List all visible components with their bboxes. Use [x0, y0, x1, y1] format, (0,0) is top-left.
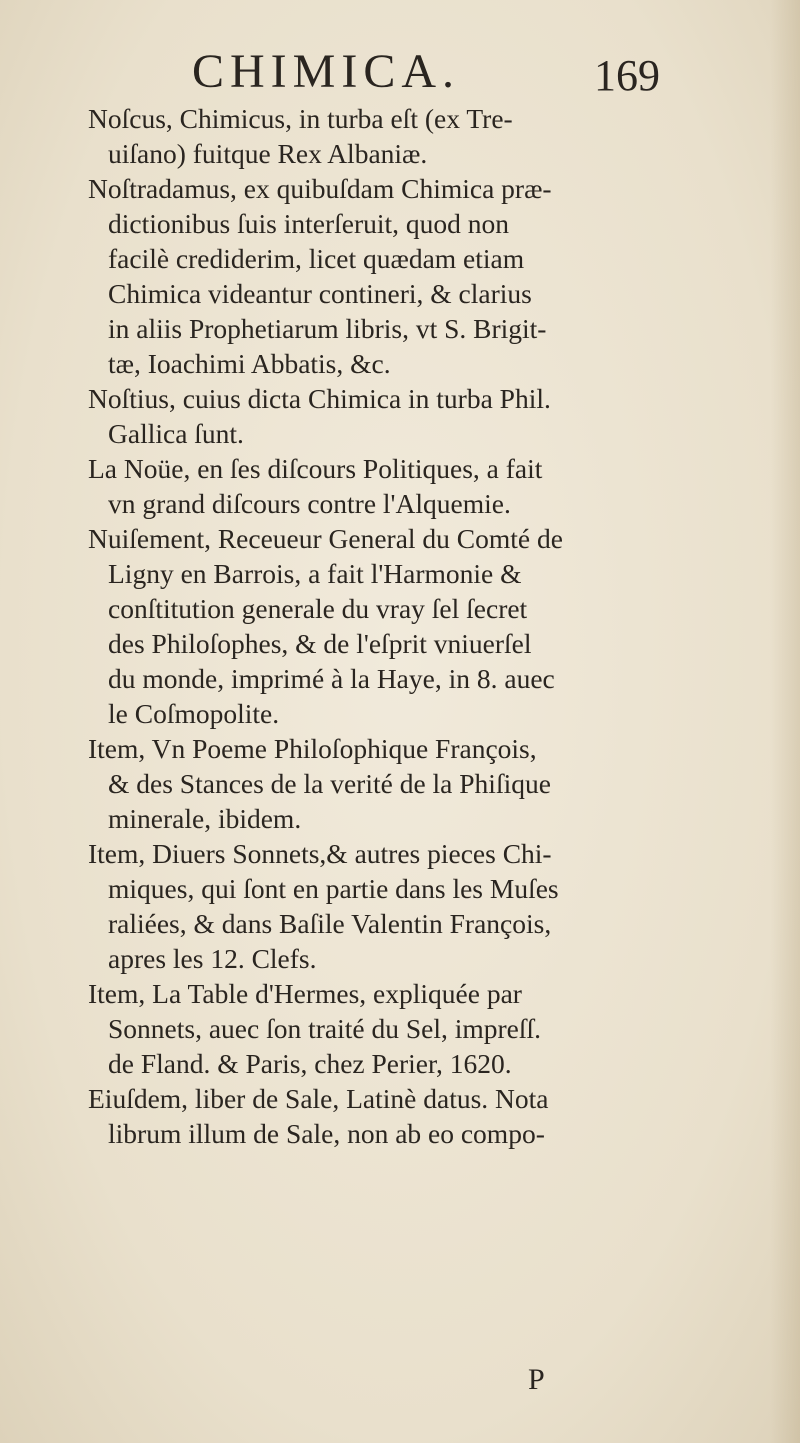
entry-line: dictionibus ſuis interſeruit, quod non: [108, 208, 510, 239]
entry-la-noue: [88, 451, 688, 521]
entry-line: uiſano) fuitque Rex Albaniæ.: [108, 138, 428, 169]
entry-nostius: [88, 381, 688, 451]
entry-line: Sonnets, auec ſon traité du Sel, impreſſ.: [108, 1013, 542, 1044]
entry-line: du monde, imprimé à la Haye, in 8. auec: [108, 663, 555, 694]
entry-line: tæ, Ioachimi Abbatis, &c.: [108, 348, 391, 379]
entry-line: & des Stances de la verité de la Phiſique: [108, 768, 551, 799]
entry-line: Chimica videantur contineri, & clarius: [108, 278, 532, 309]
page-header: [0, 42, 800, 102]
entry-line: librum illum de Sale, non ab eo compo-: [108, 1118, 545, 1149]
entry-line: Noſtradamus, ex quibuſdam Chimica præ-: [88, 173, 552, 204]
entry-line: in aliis Prophetiarum libris, vt S. Brigit-: [108, 313, 547, 344]
entry-line: des Philoſophes, & de l'eſprit vniuerſel: [108, 628, 532, 659]
page-edge-shadow: [770, 0, 800, 1443]
bibliography-entries: [88, 101, 688, 1151]
entry-item-table-hermes: [88, 976, 688, 1081]
page-number: 169: [594, 51, 660, 100]
entry-item-sonnets: [88, 836, 688, 976]
entry-line: La Noüe, en ſes diſcours Politiques, a fait: [88, 453, 543, 484]
entry-line: Gallica ſunt.: [108, 418, 244, 449]
signature-mark: P: [528, 1363, 545, 1396]
entry-line: Ligny en Barrois, a fait l'Harmonie &: [108, 558, 522, 589]
entry-line: Item, Vn Poeme Philoſophique François,: [88, 733, 537, 764]
entry-noscus: [88, 101, 688, 171]
entry-line: conſtitution generale du vray ſel ſecret: [108, 593, 528, 624]
entry-line: Noſtius, cuius dicta Chimica in turba Phil.: [88, 383, 551, 414]
entry-line: Eiuſdem, liber de Sale, Latinè datus. Nota: [88, 1083, 549, 1114]
running-title: CHIMICA.: [192, 45, 461, 98]
entry-line: raliées, & dans Baſile Valentin François,: [108, 908, 552, 939]
entry-line: apres les 12. Clefs.: [108, 943, 317, 974]
entry-line: facilè crediderim, licet quædam etiam: [108, 243, 525, 274]
entry-line: Nuiſement, Receueur General du Comté de: [88, 523, 563, 554]
entry-line: Noſcus, Chimicus, in turba eſt (ex Tre-: [88, 103, 513, 134]
entry-line: Item, La Table d'Hermes, expliquée par: [88, 978, 522, 1009]
entry-line: minerale, ibidem.: [108, 803, 302, 834]
entry-line: miques, qui ſont en partie dans les Muſes: [108, 873, 559, 904]
entry-nostradamus: [88, 171, 688, 381]
entry-line: le Coſmopolite.: [108, 698, 280, 729]
entry-item-poeme: [88, 731, 688, 836]
entry-line: de Fland. & Paris, chez Perier, 1620.: [108, 1048, 512, 1079]
entry-nuisement: [88, 521, 688, 731]
entry-line: vn grand diſcours contre l'Alquemie.: [108, 488, 511, 519]
entry-eiusdem: [88, 1081, 688, 1151]
entry-line: Item, Diuers Sonnets,& autres pieces Chi-: [88, 838, 552, 869]
